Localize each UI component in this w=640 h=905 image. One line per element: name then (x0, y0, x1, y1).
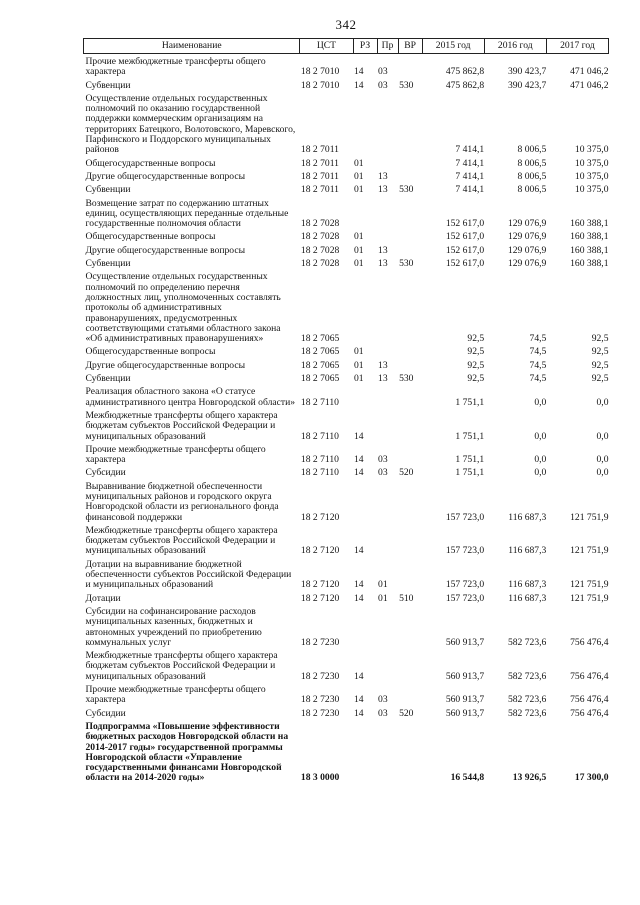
cell-rz: 14 (354, 454, 364, 466)
table-row (84, 706, 609, 719)
cell-vr (398, 91, 422, 156)
table-row (84, 182, 609, 195)
cell-vr: 520 (399, 467, 414, 479)
cell-rz: 14 (354, 79, 364, 91)
cell-2016: 116 687,3 (508, 545, 547, 557)
cell-2016: 0,0 (534, 396, 547, 408)
cell-name: Выравнивание бюджетной обеспеченности муниципальных районов и городского округа Новгородской области из регионального фонда финансовой поддержки (85, 480, 279, 523)
cell-2017: 756 476,4 (570, 636, 609, 648)
cell-2015: 560 913,7 (445, 670, 485, 682)
cell-pr: 03 (378, 707, 388, 719)
cell-name: Возмещение затрат по содержанию штатных единиц, осуществляющих переданные отдельные государственные полномочия области (85, 197, 289, 230)
cell-2015: 7 414,1 (455, 144, 485, 156)
cell-2017: 471 046,2 (570, 66, 609, 78)
cell-pr (377, 648, 398, 682)
cell-2017: 0,0 (596, 430, 609, 442)
cell-cst: 18 2 7010 (300, 66, 340, 78)
cell-rz: 01 (354, 346, 364, 358)
cell-2017: 92,5 (591, 373, 609, 385)
cell-cst: 18 2 7065 (300, 346, 340, 358)
cell-cst: 18 2 7011 (300, 170, 339, 182)
cell-cst: 18 2 7120 (300, 545, 340, 557)
cell-vr: 530 (399, 79, 414, 91)
cell-name: Дотации на выравнивание бюджетной обеспеченности субъектов Российской Федерации и муниципальных образований (85, 558, 292, 591)
cell-2016: 582 723,6 (507, 694, 547, 706)
cell-pr: 01 (378, 592, 388, 604)
cell-2017: 756 476,4 (570, 707, 609, 719)
cell-2016: 582 723,6 (507, 670, 547, 682)
cell-vr (398, 344, 422, 357)
table-row (84, 78, 609, 91)
cell-cst: 18 2 7065 (300, 359, 340, 371)
table-row (84, 91, 609, 156)
cell-pr (377, 523, 398, 557)
cell-2015: 157 723,0 (445, 545, 485, 557)
cell-cst: 18 2 7110 (300, 396, 339, 408)
cell-name: Межбюджетные трансферты общего характера бюджетам субъектов Российской Федерации и муниципальных образований (85, 524, 278, 557)
table-row (84, 648, 609, 682)
cell-2015: 92,5 (467, 333, 485, 345)
table-row (84, 442, 609, 466)
cell-name: Субсидии на софинансирование расходов муниципальных казенных, бюджетных и автономных учреждений по приобретению коммунальных услуг (85, 605, 262, 648)
cell-2016: 129 076,9 (507, 231, 547, 243)
cell-2017: 0,0 (596, 454, 609, 466)
header-2016: 2016 год (484, 39, 546, 54)
cell-2017: 10 375,0 (574, 184, 609, 196)
cell-rz (353, 479, 377, 523)
table-row (84, 682, 609, 706)
cell-vr (398, 557, 422, 591)
cell-2015: 560 913,7 (445, 707, 485, 719)
cell-rz (353, 91, 377, 156)
cell-name: Субвенции (85, 184, 131, 196)
cell-name: Реализация областного закона «О статусе административного центра Новгородской области» (85, 386, 296, 408)
cell-rz: 01 (354, 157, 364, 169)
cell-pr: 13 (378, 258, 388, 270)
cell-rz: 01 (354, 373, 364, 385)
cell-pr (377, 719, 398, 784)
cell-rz: 01 (354, 359, 364, 371)
table-row (84, 523, 609, 557)
cell-2015: 7 414,1 (455, 157, 485, 169)
cell-pr: 03 (378, 454, 388, 466)
table-header-row (84, 39, 609, 54)
cell-pr: 03 (378, 467, 388, 479)
header-vr: ВР (398, 39, 422, 54)
cell-2016: 74,5 (529, 333, 547, 345)
cell-cst: 18 3 0000 (300, 772, 340, 784)
cell-2015: 7 414,1 (455, 170, 485, 182)
table-row (84, 384, 609, 408)
cell-2016: 129 076,9 (507, 218, 547, 230)
cell-pr: 13 (378, 244, 388, 256)
header-2015: 2015 год (422, 39, 484, 54)
cell-pr (377, 91, 398, 156)
table-row (84, 591, 609, 604)
cell-name: Субвенции (85, 79, 131, 91)
table-row (84, 371, 609, 384)
cell-2016: 8 006,5 (517, 144, 547, 156)
cell-cst: 18 2 7120 (300, 511, 340, 523)
cell-rz: 01 (354, 258, 364, 270)
cell-2015: 157 723,0 (445, 592, 485, 604)
cell-rz: 01 (354, 244, 364, 256)
table-row (84, 269, 609, 344)
cell-2016: 8 006,5 (517, 157, 547, 169)
table-row (84, 604, 609, 648)
cell-name: Прочие межбюджетные трансферты общего характера (85, 56, 266, 78)
cell-rz: 14 (354, 545, 364, 557)
cell-rz (353, 384, 377, 408)
cell-2015: 1 751,1 (455, 396, 485, 408)
cell-vr (398, 54, 422, 78)
cell-2017: 471 046,2 (570, 79, 609, 91)
cell-rz: 01 (354, 170, 364, 182)
cell-2016: 0,0 (534, 454, 547, 466)
cell-rz: 14 (354, 430, 364, 442)
cell-2017: 121 751,9 (570, 545, 609, 557)
cell-2015: 92,5 (467, 359, 485, 371)
cell-2015: 475 862,8 (445, 66, 485, 78)
header-cst: ЦСТ (300, 39, 353, 54)
table-row (84, 156, 609, 169)
cell-name: Субсидии (85, 707, 126, 719)
cell-cst: 18 2 7028 (300, 218, 340, 230)
cell-2017: 10 375,0 (574, 144, 609, 156)
cell-cst: 18 2 7010 (300, 79, 340, 91)
cell-pr (377, 604, 398, 648)
cell-name: Осуществление отдельных государственных полномочий по оказанию государственной поддержки коммерческим организациям на территориях Батецкого, Волотовского, Маревского, Парфинского и Поддорского муниципальных районов (85, 92, 296, 156)
cell-2015: 1 751,1 (455, 430, 485, 442)
cell-name: Межбюджетные трансферты общего характера бюджетам субъектов Российской Федерации и муниципальных образований (85, 409, 278, 442)
cell-name: Осуществление отдельных государственных полномочий по определению перечня должностных лиц, уполномоченных составлять протоколы об административных правонарушениях, предусмотренных соответствующими статьями областного закона «Об административных правонарушениях» (85, 271, 281, 345)
cell-2016: 582 723,6 (507, 636, 547, 648)
cell-vr (398, 479, 422, 523)
cell-rz: 14 (354, 707, 364, 719)
cell-2017: 10 375,0 (574, 157, 609, 169)
cell-rz (353, 719, 377, 784)
cell-2016: 116 687,3 (508, 511, 547, 523)
cell-2015: 152 617,0 (445, 258, 485, 270)
cell-cst: 18 2 7230 (300, 694, 340, 706)
cell-2017: 121 751,9 (570, 511, 609, 523)
cell-2015: 152 617,0 (445, 218, 485, 230)
cell-rz: 14 (354, 467, 364, 479)
cell-cst: 18 2 7011 (300, 157, 339, 169)
cell-vr (398, 682, 422, 706)
table-row (84, 169, 609, 182)
cell-pr: 13 (378, 359, 388, 371)
cell-2017: 0,0 (596, 467, 609, 479)
cell-2017: 121 751,9 (570, 579, 609, 591)
cell-cst: 18 2 7028 (300, 231, 340, 243)
header-name: Наименование (84, 39, 300, 54)
cell-2015: 16 544,8 (450, 772, 485, 784)
cell-2017: 92,5 (591, 359, 609, 371)
cell-2017: 756 476,4 (570, 694, 609, 706)
cell-cst: 18 2 7230 (300, 636, 340, 648)
cell-vr: 530 (399, 258, 414, 270)
cell-name: Дотации (85, 592, 121, 604)
cell-vr: 530 (399, 373, 414, 385)
cell-pr (377, 156, 398, 169)
cell-2015: 92,5 (467, 346, 485, 358)
cell-vr (398, 196, 422, 230)
cell-cst: 18 2 7011 (300, 144, 339, 156)
cell-vr: 530 (399, 184, 414, 196)
cell-2017: 121 751,9 (570, 592, 609, 604)
table-row (84, 408, 609, 442)
cell-2016: 116 687,3 (508, 579, 547, 591)
cell-cst: 18 2 7065 (300, 333, 340, 345)
cell-2016: 390 423,7 (507, 66, 547, 78)
cell-cst: 18 2 7230 (300, 670, 340, 682)
table-row (84, 479, 609, 523)
cell-rz: 14 (354, 592, 364, 604)
cell-2016: 129 076,9 (507, 244, 547, 256)
cell-2016: 74,5 (529, 346, 547, 358)
cell-vr (398, 408, 422, 442)
cell-rz: 14 (354, 694, 364, 706)
cell-rz: 01 (354, 184, 364, 196)
cell-vr: 510 (399, 592, 414, 604)
cell-vr: 520 (399, 707, 414, 719)
cell-vr (398, 243, 422, 256)
header-2017: 2017 год (546, 39, 608, 54)
cell-pr (377, 229, 398, 242)
cell-pr: 03 (378, 79, 388, 91)
cell-vr (398, 442, 422, 466)
header-rz: РЗ (353, 39, 377, 54)
table-row (84, 256, 609, 269)
cell-2017: 756 476,4 (570, 670, 609, 682)
cell-name: Общегосударственные вопросы (85, 157, 216, 169)
cell-2017: 0,0 (596, 396, 609, 408)
table-row (84, 557, 609, 591)
cell-2017: 10 375,0 (574, 170, 609, 182)
cell-rz (353, 196, 377, 230)
cell-2015: 7 414,1 (455, 184, 485, 196)
cell-pr (377, 344, 398, 357)
cell-rz: 14 (354, 66, 364, 78)
header-pr: Пр (377, 39, 398, 54)
cell-2016: 8 006,5 (517, 184, 547, 196)
cell-vr (398, 719, 422, 784)
cell-pr (377, 384, 398, 408)
cell-name: Межбюджетные трансферты общего характера бюджетам субъектов Российской Федерации и муниципальных образований (85, 650, 278, 682)
cell-2016: 8 006,5 (517, 170, 547, 182)
cell-2016: 74,5 (529, 373, 547, 385)
cell-2017: 160 388,1 (570, 258, 609, 270)
cell-pr: 03 (378, 694, 388, 706)
cell-vr (398, 384, 422, 408)
cell-2017: 17 300,0 (574, 772, 609, 784)
budget-table (83, 38, 609, 784)
cell-vr (398, 604, 422, 648)
cell-name: Прочие межбюджетные трансферты общего характера (85, 684, 266, 706)
cell-2015: 560 913,7 (445, 636, 485, 648)
cell-rz: 14 (354, 579, 364, 591)
cell-2016: 116 687,3 (508, 592, 547, 604)
table-row (84, 344, 609, 357)
cell-name: Другие общегосударственные вопросы (85, 170, 246, 182)
cell-pr: 01 (378, 579, 388, 591)
cell-rz (353, 269, 377, 344)
cell-pr: 13 (378, 170, 388, 182)
cell-2016: 74,5 (529, 359, 547, 371)
cell-cst: 18 2 7230 (300, 707, 340, 719)
cell-vr (398, 648, 422, 682)
table-row (84, 465, 609, 478)
cell-cst: 18 2 7120 (300, 579, 340, 591)
cell-vr (398, 156, 422, 169)
cell-name: Общегосударственные вопросы (85, 231, 216, 243)
cell-cst: 18 2 7028 (300, 244, 340, 256)
cell-rz: 01 (354, 231, 364, 243)
cell-2015: 152 617,0 (445, 231, 485, 243)
cell-pr (377, 408, 398, 442)
cell-pr (377, 269, 398, 344)
table-row (84, 358, 609, 371)
cell-name: Прочие межбюджетные трансферты общего характера (85, 443, 266, 466)
cell-name: Субсидии (85, 467, 126, 479)
cell-2017: 160 388,1 (570, 218, 609, 230)
table-row (84, 196, 609, 230)
table-row (84, 719, 609, 784)
cell-cst: 18 2 7120 (300, 592, 340, 604)
cell-rz (353, 604, 377, 648)
cell-rz: 14 (354, 670, 364, 682)
cell-2015: 152 617,0 (445, 244, 485, 256)
cell-vr (398, 523, 422, 557)
cell-name: Подпрограмма «Повышение эффективности бюджетных расходов Новгородской области на 2014-2017 годы» государственной программы Новгородской области «Управление государственными финансами Новгородской области на 2014-2020 годы» (85, 720, 289, 784)
cell-2016: 390 423,7 (507, 79, 547, 91)
cell-vr (398, 169, 422, 182)
cell-2015: 157 723,0 (445, 511, 485, 523)
cell-name: Субвенции (85, 258, 131, 270)
cell-2015: 157 723,0 (445, 579, 485, 591)
cell-cst: 18 2 7110 (300, 430, 339, 442)
cell-2016: 582 723,6 (507, 707, 547, 719)
cell-vr (398, 269, 422, 344)
cell-cst: 18 2 7110 (300, 467, 339, 479)
table-body (84, 54, 609, 784)
table-row (84, 243, 609, 256)
cell-2017: 160 388,1 (570, 244, 609, 256)
cell-name: Другие общегосударственные вопросы (85, 359, 246, 371)
cell-cst: 18 2 7110 (300, 454, 339, 466)
cell-pr (377, 196, 398, 230)
cell-2015: 560 913,7 (445, 694, 485, 706)
cell-2016: 0,0 (534, 430, 547, 442)
cell-2017: 92,5 (591, 346, 609, 358)
cell-2016: 13 926,5 (512, 772, 547, 784)
page-number: 342 (335, 17, 357, 32)
cell-pr: 03 (378, 66, 388, 78)
cell-vr (398, 229, 422, 242)
cell-2015: 475 862,8 (445, 79, 485, 91)
cell-pr: 13 (378, 184, 388, 196)
cell-2016: 129 076,9 (507, 258, 547, 270)
cell-pr (377, 479, 398, 523)
cell-name: Субвенции (85, 373, 131, 385)
cell-2017: 92,5 (591, 333, 609, 345)
cell-pr: 13 (378, 373, 388, 385)
cell-2015: 1 751,1 (455, 467, 485, 479)
cell-2016: 0,0 (534, 467, 547, 479)
cell-vr (398, 358, 422, 371)
table-row (84, 229, 609, 242)
cell-cst: 18 2 7065 (300, 373, 340, 385)
cell-name: Другие общегосударственные вопросы (85, 244, 246, 256)
cell-cst: 18 2 7011 (300, 184, 339, 196)
cell-name: Общегосударственные вопросы (85, 346, 216, 358)
cell-2015: 1 751,1 (455, 454, 485, 466)
cell-cst: 18 2 7028 (300, 258, 340, 270)
cell-2015: 92,5 (467, 373, 485, 385)
cell-2017: 160 388,1 (570, 231, 609, 243)
table-row (84, 54, 609, 78)
